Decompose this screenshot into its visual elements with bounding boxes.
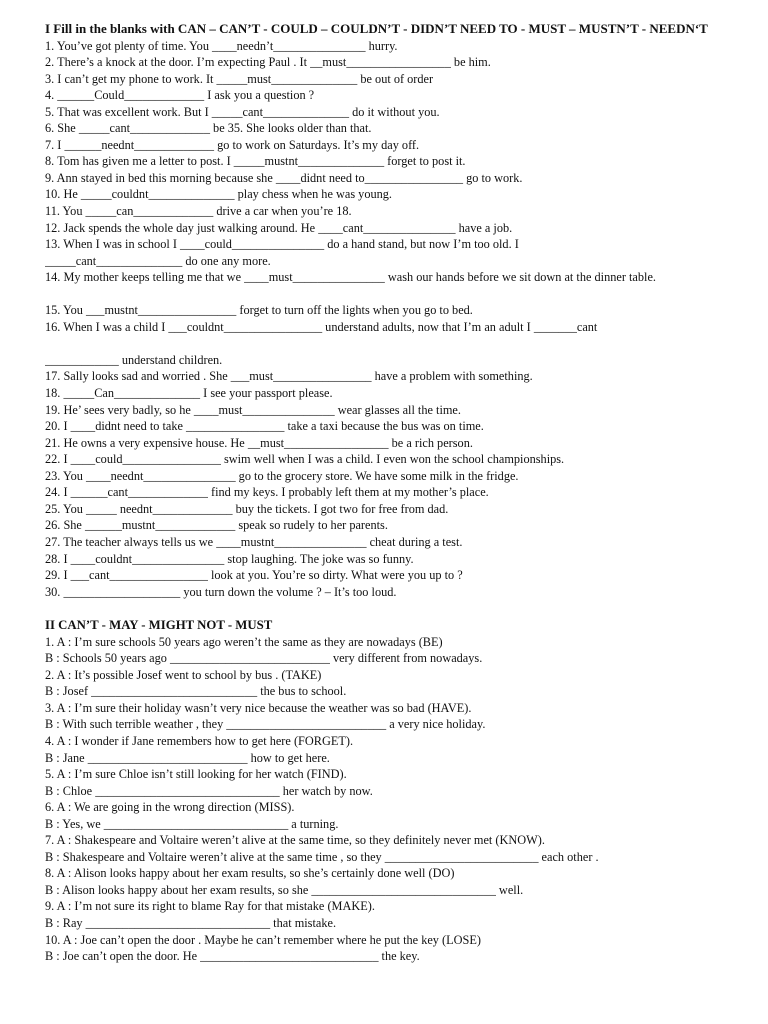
exercise-line: B : Alison looks happy about her exam results, so she ______________________________ well. bbox=[45, 882, 524, 897]
exercise-line: 9. A : I’m not sure its right to blame Ray for that mistake (MAKE). bbox=[45, 899, 375, 914]
exercise-line: 1. You’ve got plenty of time. You ____needn’t_______________ hurry. bbox=[45, 38, 398, 53]
exercise-line: 19. He’ sees very badly, so he ____must_______________ wear glasses all the time. bbox=[45, 402, 461, 417]
exercise-line: 4. ______Could_____________ I ask you a question ? bbox=[45, 88, 315, 103]
exercise-line: 5. A : I’m sure Chloe isn’t still looking for her watch (FIND). bbox=[45, 767, 347, 782]
section-gap bbox=[45, 600, 724, 617]
exercise-line: 3. I can’t get my phone to work. It _____must______________ be out of order bbox=[45, 71, 434, 86]
exercise-line: 14. My mother keeps telling me that we ____must_______________ wash our hands before we sit down at the dinner table. bbox=[45, 270, 656, 285]
exercise-line: 25. You _____ neednt_____________ buy the tickets. I got two for free from dad. bbox=[45, 501, 449, 516]
exercise-line: 7. I ______neednt_____________ go to work on Saturdays. It’s my day off. bbox=[45, 137, 420, 152]
section-1-exercises bbox=[45, 38, 724, 601]
exercise-line: 12. Jack spends the whole day just walking around. He ____cant_______________ have a job. bbox=[45, 220, 513, 235]
exercise-line: 8. A : Alison looks happy about her exam results, so she’s certainly done well (DO) bbox=[45, 866, 455, 881]
exercise-line: 26. She ______mustnt_____________ speak so rudely to her parents. bbox=[45, 518, 388, 533]
exercise-line: 3. A : I’m sure their holiday wasn’t very nice because the weather was so bad (HAVE). bbox=[45, 700, 472, 715]
exercise-line: 2. There’s a knock at the door. I’m expecting Paul . It __must_________________ be him. bbox=[45, 55, 491, 70]
exercise-line: 30. ___________________ you turn down the volume ? – It’s too loud. bbox=[45, 584, 397, 599]
exercise-line: B : Jane __________________________ how to get here. bbox=[45, 750, 330, 765]
exercise-line: 6. A : We are going in the wrong direction (MISS). bbox=[45, 800, 295, 815]
exercise-line: 28. I ____couldnt_______________ stop laughing. The joke was so funny. bbox=[45, 551, 414, 566]
section-2-exercises bbox=[45, 634, 724, 965]
exercise-line: 29. I ___cant________________ look at you. You’re so dirty. What were you up to ? bbox=[45, 568, 463, 583]
exercise-line: 27. The teacher always tells us we ____mustnt_______________ cheat during a test. bbox=[45, 534, 463, 549]
exercise-line: 10. A : Joe can’t open the door . Maybe he can’t remember where he put the key (LOSE) bbox=[45, 932, 481, 947]
exercise-line: 4. A : I wonder if Jane remembers how to get here (FORGET). bbox=[45, 733, 354, 748]
exercise-line: 18. _____Can______________ I see your passport please. bbox=[45, 386, 333, 401]
exercise-line: B : Shakespeare and Voltaire weren’t alive at the same time , so they _________________________ each other . bbox=[45, 849, 599, 864]
exercise-line: 11. You _____can_____________ drive a car when you’re 18. bbox=[45, 204, 352, 219]
exercise-line: 8. Tom has given me a letter to post. I _____mustnt______________ forget to post it. bbox=[45, 154, 466, 169]
exercise-line: 20. I ____didnt need to take ________________ take a taxi because the bus was on time. bbox=[45, 419, 484, 434]
exercise-line: 1. A : I’m sure schools 50 years ago weren’t the same as they are nowadays (BE) bbox=[45, 634, 443, 649]
exercise-line: 15. You ___mustnt________________ forget to turn off the lights when you go to bed. bbox=[45, 303, 473, 318]
exercise-line: B : Josef ___________________________ the bus to school. bbox=[45, 684, 347, 699]
exercise-line: 5. That was excellent work. But I _____cant______________ do it without you. bbox=[45, 104, 440, 119]
exercise-line: B : Yes, we ______________________________ a turning. bbox=[45, 816, 339, 831]
exercise-line: _____cant______________ do one any more. bbox=[45, 253, 271, 268]
exercise-line: B : With such terrible weather , they __________________________ a very nice holiday. bbox=[45, 717, 486, 732]
exercise-line: 17. Sally looks sad and worried . She ___must________________ have a problem with something. bbox=[45, 369, 533, 384]
section-2-title: II CAN’T - MAY - MIGHT NOT - MUST bbox=[45, 618, 273, 633]
exercise-line: 9. Ann stayed in bed this morning because she ____didnt need to________________ go to work. bbox=[45, 170, 523, 185]
exercise-line: 2. A : It’s possible Josef went to school by bus . (TAKE) bbox=[45, 667, 322, 682]
exercise-line: B : Joe can’t open the door. He _____________________________ the key. bbox=[45, 949, 420, 964]
exercise-line: B : Ray ______________________________ that mistake. bbox=[45, 915, 337, 930]
exercise-line: 23. You ____neednt_______________ go to the grocery store. We have some milk in the fridge. bbox=[45, 468, 519, 483]
exercise-line: 21. He owns a very expensive house. He __must_________________ be a rich person. bbox=[45, 435, 473, 450]
exercise-line: 16. When I was a child I ___couldnt________________ understand adults, now that I’m an adult I _______cant bbox=[45, 319, 598, 334]
section-1-title: I Fill in the blanks with CAN – CAN’T - COULD – COULDN’T - DIDN’T NEED TO - MUST – MUSTN’T - NEEDN‘T bbox=[45, 21, 708, 36]
exercise-line: ____________ understand children. bbox=[45, 352, 223, 367]
exercise-line: 24. I ______cant_____________ find my keys. I probably left them at my mother’s place. bbox=[45, 485, 489, 500]
exercise-line: B : Chloe ______________________________ her watch by now. bbox=[45, 783, 373, 798]
exercise-line: 22. I ____could________________ swim well when I was a child. I even won the school championships. bbox=[45, 452, 565, 467]
exercise-line: 13. When I was in school I ____could_______________ do a hand stand, but now I’m too old. I bbox=[45, 237, 519, 252]
exercise-line: 7. A : Shakespeare and Voltaire weren’t alive at the same time, so they definitely never met (KNOW). bbox=[45, 833, 545, 848]
exercise-line: B : Schools 50 years ago __________________________ very different from nowadays. bbox=[45, 651, 483, 666]
exercise-line: 10. He _____couldnt______________ play chess when he was young. bbox=[45, 187, 392, 202]
exercise-line: 6. She _____cant_____________ be 35. She looks older than that. bbox=[45, 121, 372, 136]
